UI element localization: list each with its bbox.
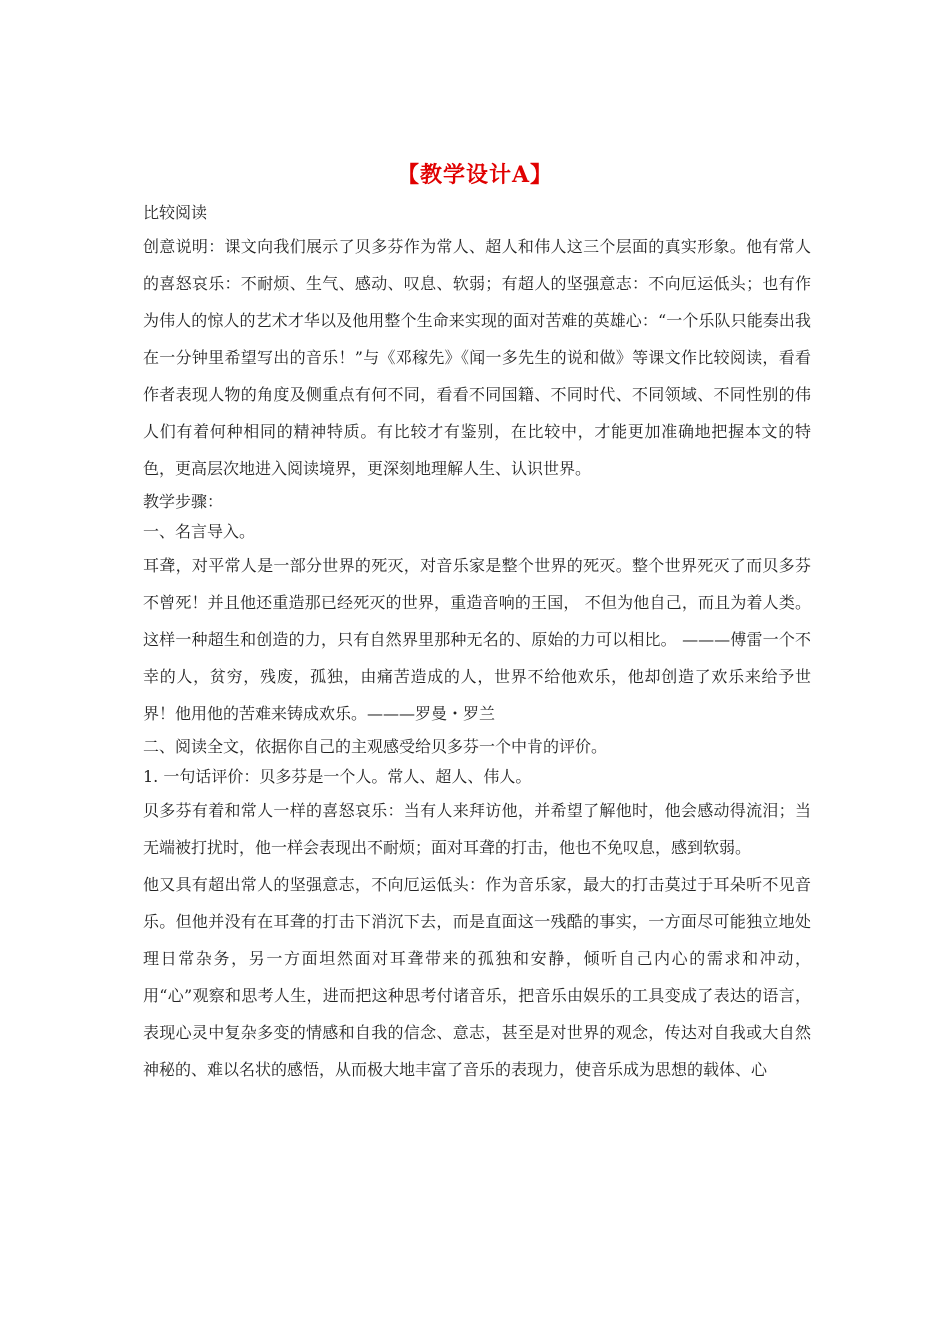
step-heading-read-full-text: 二、阅读全文，依据你自己的主观感受给贝多芬一个中肯的评价。 — [143, 737, 608, 756]
section-heading-comparative-reading: 比较阅读 — [143, 203, 208, 222]
step-heading-quotes-intro: 一、名言导入。 — [143, 522, 256, 541]
document-body — [143, 198, 811, 1088]
list-item-one-sentence-evaluation: 1. 一句话评价：贝多芬是一个人。常人、超人、伟人。 — [143, 767, 532, 786]
paragraph-quotes: 耳聋，对平常人是一部分世界的死灭，对音乐家是整个世界的死灭。整个世界死灭了而贝多芬不曾死！并且他还重造那已经死灭的世界，重造音响的王国， 不但为他自己，而且为着人类。这样一种超生和创造的力，只有自然界里那种无名的、原始的力可以相比。 ———傅雷一个不幸的人，贫穷，残废，孤独，由痛苦造成的人，世界不给他欢乐，他却创造了欢乐来给予世界！他用他的苦难来铸成欢乐。———罗曼・罗兰 — [143, 556, 811, 723]
document-title: 【教学设计A】 — [396, 162, 554, 188]
paragraph-design-intent: 创意说明：课文向我们展示了贝多芬作为常人、超人和伟人这三个层面的真实形象。他有常人的喜怒哀乐：不耐烦、生气、感动、叹息、软弱；有超人的坚强意志：不向厄运低头；也有作为伟人的惊人的艺术才华以及他用整个生命来实现的面对苦难的英雄心：“一个乐队只能奏出我在一分钟里希望写出的音乐！”与《邓稼先》《闻一多先生的说和做》等课文作比较阅读，看看作者表现人物的角度及侧重点有何不同，看看不同国籍、不同时代、不同领域、不同性别的伟人们有着何种相同的精神特质。有比较才有鉴别，在比较中，才能更加准确地把握本文的特色，更高层次地进入阅读境界，更深刻地理解人生、认识世界。 — [143, 237, 811, 478]
paragraph-strong-will: 他又具有超出常人的坚强意志，不向厄运低头：作为音乐家，最大的打击莫过于耳朵听不见音乐。但他并没有在耳聋的打击下消沉下去，而是直面这一残酷的事实，一方面尽可能独立地处理日常杂务，另一方面坦然面对耳聋带来的孤独和安静，倾听自己内心的需求和冲动，用“心”观察和思考人生，进而把这种思考付诸音乐，把音乐由娱乐的工具变成了表达的语言，表现心灵中复杂多变的情感和自我的信念、意志，甚至是对世界的观念，传达对自我或大自然神秘的、难以名状的感悟，从而极大地丰富了音乐的表现力，使音乐成为思想的载体、心 — [143, 875, 811, 1079]
section-heading-teaching-steps: 教学步骤： — [143, 492, 224, 511]
paragraph-ordinary-person: 贝多芬有着和常人一样的喜怒哀乐：当有人来拜访他，并希望了解他时，他会感动得流泪；当无端被打扰时，他一样会表现出不耐烦；面对耳聋的打击，他也不免叹息，感到软弱。 — [143, 801, 811, 857]
